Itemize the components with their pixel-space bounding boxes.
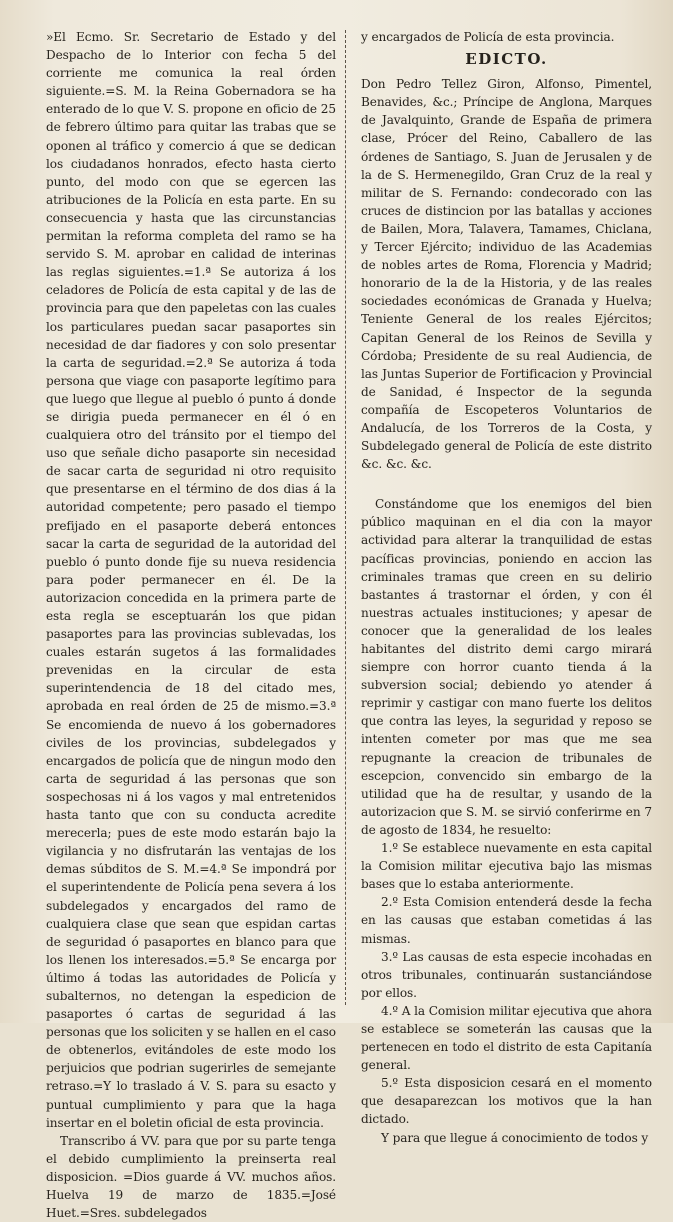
continuation-line: y encargados de Policía de esta provincia. [361, 30, 615, 44]
right-column [361, 28, 652, 1147]
closing-line: Y para que llegue á conocimiento de todos y [381, 1130, 649, 1145]
article-4: 4.º A la Comision militar ejecutiva que ahora se establece se someterán las causas que la pertenecen en todo el distrito de esta Capitanía general. [361, 1003, 652, 1073]
article-5: 5.º Esta disposicion cesará en el momento que desaparezcan los motivos que la han dictado. [361, 1076, 652, 1127]
left-column [46, 28, 336, 1222]
transcription-paragraph: Transcribo á VV. para que por su parte tenga el debido cumplimiento la preinserta real disposicion. =Dios guarde á VV. muchos años. Huelva 19 de marzo de 1835.=José Huet.=Sres. subdelegados [46, 1133, 336, 1221]
article-3: 3.º Las causas de esta especie incohadas en otros tribunales, continuarán sustanciándose por ellos. [361, 949, 652, 1000]
edict-heading: EDICTO. [465, 50, 548, 69]
royal-order-text: »El Ecmo. Sr. Secretario de Estado y del Despacho de lo Interior con fecha 5 del corriente me comunica la real órden siguiente.=S. M. la Reina Gobernadora se ha enterado de lo que V. S. propone en oficio de 25 de febrero último para quitar las trabas que se oponen al tráfico y comercio á que se dedican los ciudadanos honrados, efecto hasta cierto punto, del modo con que se egercen las atribuciones de la Policía en esta parte. En su consecuencia y hasta que las circunstancias permitan la reforma completa del ramo se ha servido S. M. aprobar en calidad de interinas las reglas siguientes.=1.ª Se autoriza á los celadores de Policía de esta capital y de las de provincia para que den papeletas con las cuales los particulares puedan sacar pasaportes sin necesidad de dar fiadores y con solo presentar la carta de seguridad.=2.ª Se autoriza á toda persona que viage con pasaporte legítimo para que luego que llegue al pueblo ó punto á donde se dirigia pueda permanecer en él ó en cualquiera otro del tránsito por el tiempo del uso que señale dicho pasaporte sin necesidad de sacar carta de seguridad ni otro requisito que presentarse en el término de dos dias á la autoridad competente; pero pasado el tiempo prefijado en el pasaporte deberá entonces sacar la carta de seguridad de la autoridad del pueblo ó punto donde fije su nueva residencia para poder permanecer en él. De la autorizacion concedida en la primera parte de esta regla se esceptuarán los que pidan pasaportes para las provincias sublevadas, los cuales estarán sugetos á las formalidades prevenidas en la circular de esta superintendencia de 18 del citado mes, aprobada en real órden de 25 de mismo.=3.ª Se encomienda de nuevo á los gobernadores civiles de los provincias, subdelegados y encargados de policía que de ningun modo den carta de seguridad á las personas que son sospechosas ni á los vagos y mal entretenidos hasta tanto que con su conducta acredite merecerla; pues de este modo estarán bajo la vigilancia y no disfrutarán las ventajas de los demas súbditos de S. M.=4.ª Se impondrá por el superintendente de Policía pena severa á los subdelegados y encargados del ramo de cualquiera clase que sean que espidan cartas de seguridad ó pasaportes en blanco para que los llenen los interesados.=5.ª Se encarga por último á todas las autoridades de Policía y subalternos, no detengan la espedicion de pasaportes ó cartas de seguridad á las personas que los soliciten y se hallen en el caso de obtenerlos, evitándoles de este modo los perjuicios que podrian sugerirles de semejante retraso.=Y lo traslado á V. S. para su esacto y puntual cumplimiento y para que la haga insertar en el boletin oficial de esta provincia. [46, 30, 336, 1130]
article-1: 1.º Se establece nuevamente en esta capital la Comision militar ejecutiva bajo las mismas bases que lo estaba anteriormente. [361, 841, 652, 892]
column-divider [345, 30, 346, 1005]
edict-body-paragraph: Constándome que los enemigos del bien público maquinan en el dia con la mayor actividad para alterar la tranquilidad de estas pacíficas provincias, poniendo en accion las criminales tramas que creen en su delirio bastantes á trastornar el órden, y con él nuestras actuales instituciones; y apesar de conocer que la generalidad de los leales habitantes del distrito demi cargo mirará siempre con horror cuanto tienda á la subversion social; debiendo yo atender á reprimir y castigar con mano fuerte los delitos que contra las leyes, la seguridad y reposo se intenten cometer por mas que me sea repugnante la creacion de tribunales de escepcion, convencido sin embargo de la utilidad que ha de resultar, y usando de la autorizacion que S. M. se sirvió conferirme en 7 de agosto de 1834, he resuelto: [361, 497, 652, 837]
edict-titles-paragraph: Don Pedro Tellez Giron, Alfonso, Pimentel, Benavides, &c.; Príncipe de Anglona, Marques de Javalquinto, Grande de España de primera clase, Prócer del Reino, Caballero de las órdenes de Santiago, S. Juan de Jerusalen y de la de S. Hermenegildo, Gran Cruz de la real y militar de S. Fernando: condecorado con las cruces de distincion por las batallas y acciones de Bailen, Mora, Talavera, Tamames, Chiclana, y Tercer Ejército; individuo de las Academias de nobles artes de Roma, Florencia y Madrid; honorario de la de la Historia, y de las reales sociedades económicas de Granada y Huelva; Teniente General de los reales Ejércitos; Capitan General de los Reinos de Sevilla y Córdoba; Presidente de su real Audiencia, de las Juntas Superior de Fortificacion y Provincial de Sanidad, é Inspector de la segunda compañía de Escopeteros Voluntarios de Andalucía, de los Torreros de la Costa, y Subdelegado general de Policía de este distrito &c. &c. &c. [361, 77, 652, 472]
article-2: 2.º Esta Comision entenderá desde la fecha en las causas que estaban cometidas á las mismas. [361, 895, 652, 946]
